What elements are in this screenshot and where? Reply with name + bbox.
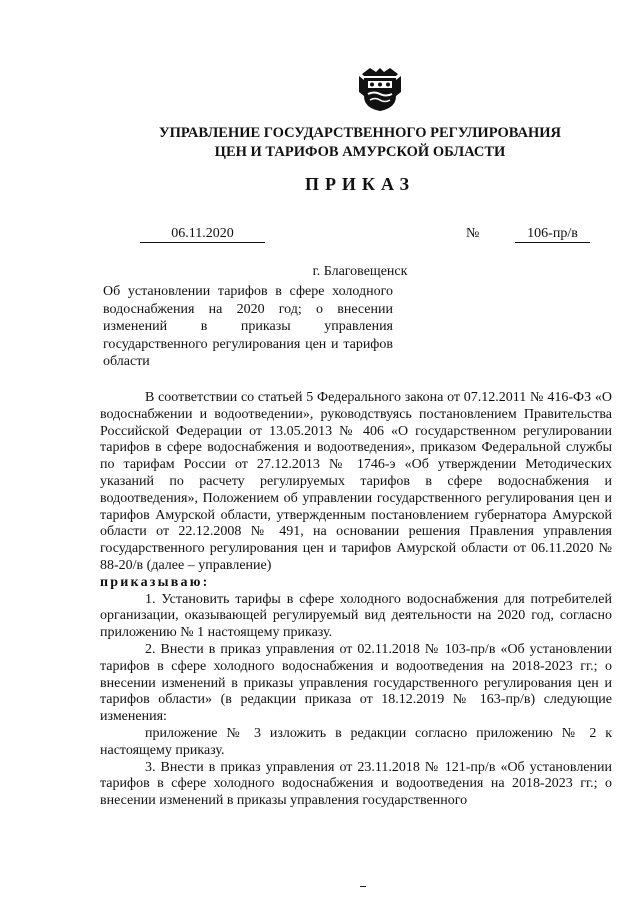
org-name-line2: ЦЕН И ТАРИФОВ АМУРСКОЙ ОБЛАСТИ xyxy=(214,144,506,160)
page-mark xyxy=(360,886,366,887)
document-subject: Об установлении тарифов в сфере холодного водоснабжения на 2020 год; о внесении изменений в приказы управления государственного регулирования цен и тарифов области xyxy=(103,284,393,369)
document-title: ПРИКАЗ xyxy=(304,174,416,194)
order-item-2: 2. Внести в приказ управления от 02.11.2018 № 103-пр/в «Об установлении тарифов в сфере холодного водоснабжения и водоотведения на 2018-2023 гг.; о внесении изменений в приказы управления государственного регулирования цен и тарифов области» (в редакции приказа от 18.12.2019 № 163-пр/в) следующие изменения: xyxy=(100,641,612,725)
number-sign: № xyxy=(466,226,480,241)
document-date: 06.11.2020 xyxy=(140,226,265,243)
coat-of-arms-icon xyxy=(356,66,404,112)
order-item-3: 3. Внести в приказ управления от 23.11.2018 № 121-пр/в «Об установлении тарифов в сфере холодного водоснабжения и водоотведения на 2018-2023 гг.; о внесении изменений в приказы управления государственного xyxy=(100,759,612,809)
org-name-line1: УПРАВЛЕНИЕ ГОСУДАРСТВЕННОГО РЕГУЛИРОВАНИЯ xyxy=(158,125,562,141)
order-item-1: 1. Установить тарифы в сфере холодного водоснабжения для потребителей организации, оказывающей регулируемый вид деятельности на 2020 год, согласно приложению № 1 настоящему приказу. xyxy=(100,591,612,641)
order-word: приказываю: xyxy=(100,574,210,590)
preamble-paragraph: В соответствии со статьей 5 Федерального закона от 07.12.2011 № 416-ФЗ «О водоснабжении и водоотведении», руководствуясь постановлением Правительства Российской Федерации от 13.05.2013 № 406 «О государственном регулировании тарифов в сфере водоснабжения и водоотведения», приказом Федеральной службы по тарифам России от 27.12.2013 № 1746-э «Об утверждении Методических указаний по расчету регулируемых тарифов в сфере водоснабжения и водоотведения», Положением об управлении государственного регулирования цен и тарифов Амурской области, утвержденным постановлением губернатора Амурской области от 22.12.2008 № 491, на основании решения Правления управления государственного регулирования цен и тарифов Амурской области от 06.11.2020 № 88-20/в (далее – управление) xyxy=(100,390,612,573)
order-item-2-change: приложение № 3 изложить в редакции согласно приложению № 2 к настоящему приказу. xyxy=(100,725,612,758)
city: г. Благовещенск xyxy=(312,264,408,279)
document-number: 106-пр/в xyxy=(515,226,590,243)
document-body xyxy=(100,390,612,810)
